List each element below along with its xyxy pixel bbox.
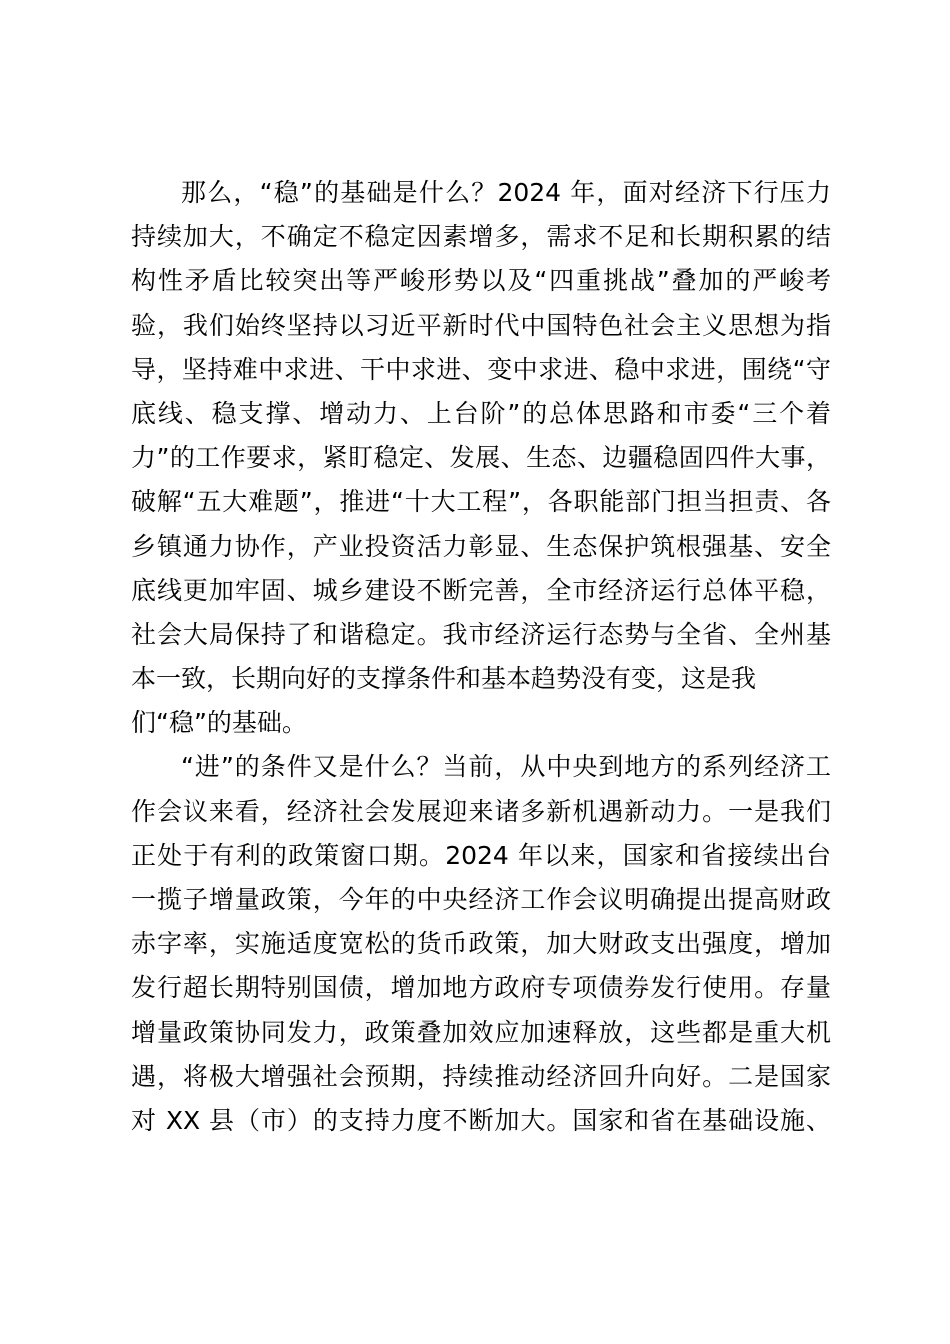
paragraph-1 [131, 171, 831, 745]
paragraph-line: 验，我们始终坚持以习近平新时代中国特色社会主义思想为指 [131, 310, 831, 340]
paragraph-line: 正处于有利的政策窗口期。2024 年以来，国家和省接续出台 [131, 840, 831, 870]
paragraph-line: 作会议来看，经济社会发展迎来诸多新机遇新动力。一是我们 [131, 796, 831, 826]
paragraph-line: “进”的条件又是什么？当前，从中央到地方的系列经济工 [181, 752, 831, 782]
paragraph-line: 力”的工作要求，紧盯稳定、发展、生态、边疆稳固四件大事， [131, 443, 831, 473]
paragraph-line: 一揽子增量政策，今年的中央经济工作会议明确提出提高财政 [131, 885, 831, 914]
paragraph-line: 社会大局保持了和谐稳定。我市经济运行态势与全省、全州基 [131, 619, 831, 649]
paragraph-line: 赤字率，实施适度宽松的货币政策，加大财政支出强度，增加 [131, 929, 831, 959]
paragraph-line: 底线、稳支撑、增动力、上台阶”的总体思路和市委“三个着 [131, 398, 831, 428]
paragraph-line: 持续加大，不确定不稳定因素增多，需求不足和长期积累的结 [131, 222, 831, 252]
paragraph-line: 遇，将极大增强社会预期，持续推动经济回升向好。二是国家 [131, 1061, 831, 1091]
paragraph-2 [131, 745, 831, 1143]
paragraph-line: 发行超长期特别国债，增加地方政府专项债券发行使用。存量 [131, 973, 831, 1003]
document-body [131, 171, 831, 1143]
paragraph-line: 导，坚持难中求进、干中求进、变中求进、稳中求进，围绕“守 [131, 354, 831, 384]
paragraph-line: 们“稳”的基础。 [131, 708, 307, 738]
paragraph-line: 破解“五大难题”，推进“十大工程”，各职能部门担当担责、各 [131, 487, 831, 517]
paragraph-line: 对 XX 县（市）的支持力度不断加大。国家和省在基础设施、 [131, 1105, 831, 1135]
paragraph-line: 乡镇通力协作，产业投资活力彰显、生态保护筑根强基、安全 [131, 531, 831, 561]
paragraph-line: 构性矛盾比较突出等严峻形势以及“四重挑战”叠加的严峻考 [131, 266, 831, 296]
paragraph-line: 那么，“稳”的基础是什么？2024 年，面对经济下行压力 [181, 178, 831, 207]
paragraph-line: 增量政策协同发力，政策叠加效应加速释放，这些都是重大机 [131, 1017, 831, 1047]
paragraph-line: 底线更加牢固、城乡建设不断完善，全市经济运行总体平稳， [131, 575, 831, 605]
paragraph-line: 本一致，长期向好的支撑条件和基本趋势没有变，这是我 [131, 664, 757, 694]
